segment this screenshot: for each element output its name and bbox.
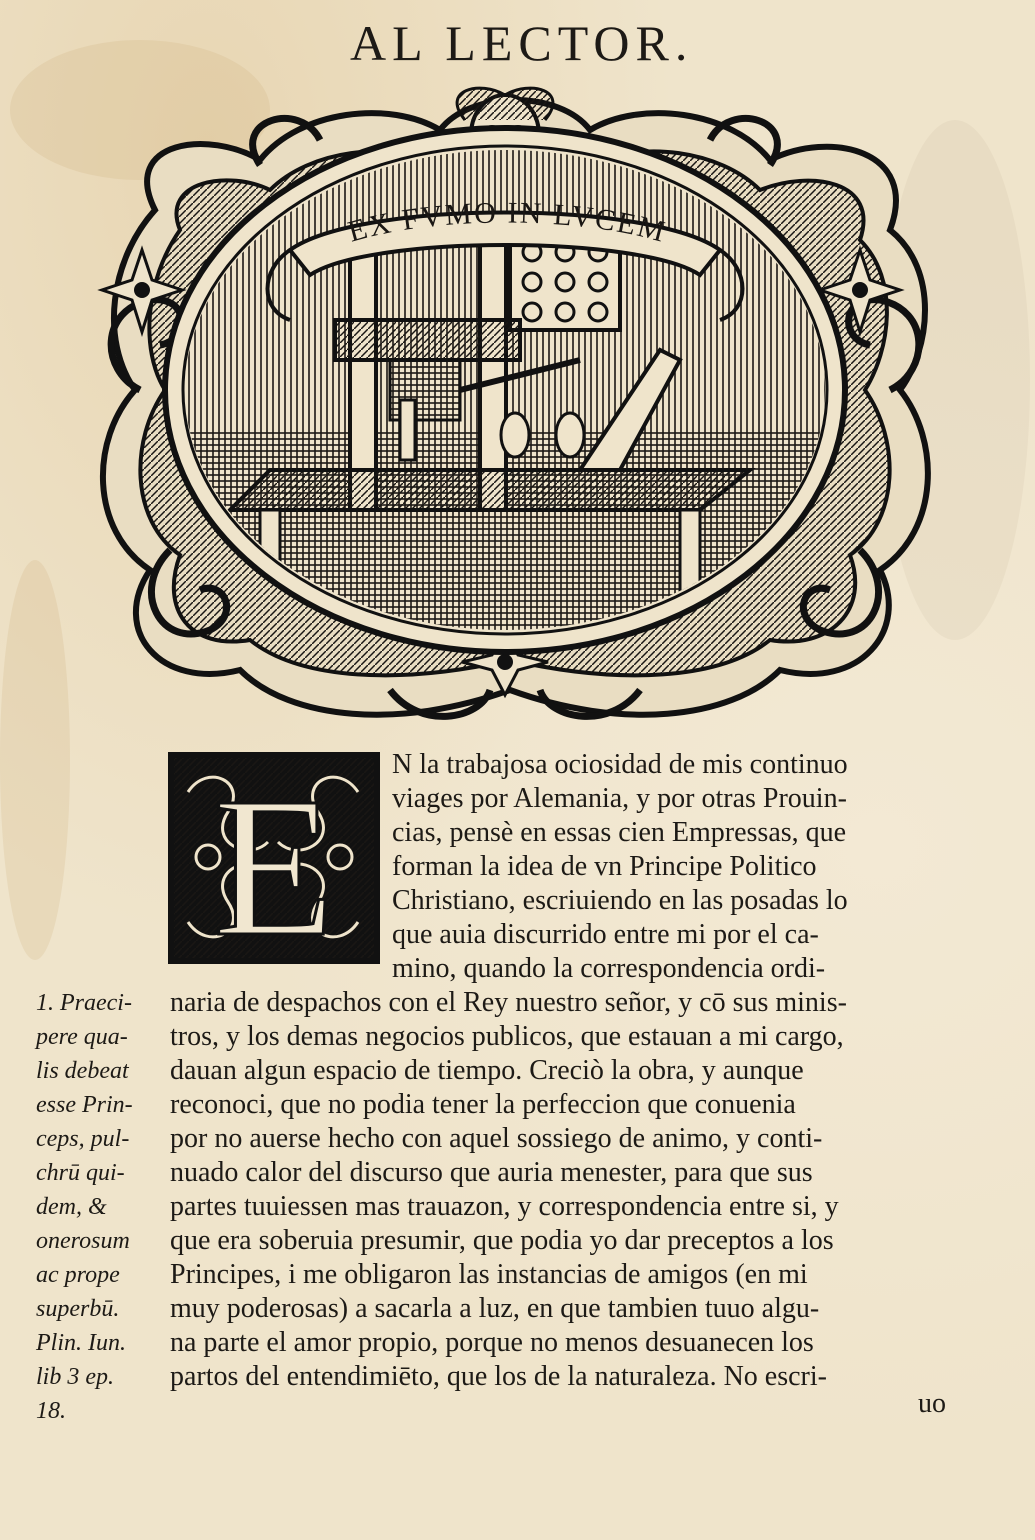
text-line: viages por Alemania, y por otras Prouin- xyxy=(392,783,847,814)
text-line: por no auerse hecho con aquel sossiego de animo, y conti- xyxy=(170,1123,823,1154)
margin-line: Plin. Iun. xyxy=(36,1330,126,1356)
margin-line: superbū. xyxy=(36,1296,120,1322)
margin-line: ceps, pul- xyxy=(36,1126,130,1152)
text-line: reconoci, que no podia tener la perfeccion que conuenia xyxy=(170,1089,796,1120)
text-line: nuado calor del discurso que auria menester, para que sus xyxy=(170,1157,813,1188)
text-line: que auia discurrido entre mi por el ca- xyxy=(392,919,819,950)
margin-line: 1. Praeci- xyxy=(36,990,132,1016)
margin-line: lib 3 ep. xyxy=(36,1364,114,1390)
motto-text: EX FVMO IN LVCEM xyxy=(344,196,670,249)
catchword: uo xyxy=(918,1388,946,1419)
margin-line: ac prope xyxy=(36,1262,120,1288)
printers-device-woodcut xyxy=(60,70,970,730)
decorated-initial xyxy=(168,752,380,964)
margin-line: pere qua- xyxy=(36,1024,128,1050)
text-line: partos del entendimiēto, que los de la naturaleza. No escri- xyxy=(170,1361,827,1392)
margin-line: 18. xyxy=(36,1398,66,1424)
margin-line: chrū qui- xyxy=(36,1160,125,1186)
text-line: que era soberuia presumir, que podia yo dar preceptos a los xyxy=(170,1225,834,1256)
margin-line: lis debeat xyxy=(36,1058,129,1084)
text-line: tros, y los demas negocios publicos, que estauan a mi cargo, xyxy=(170,1021,844,1052)
margin-line: dem, & xyxy=(36,1194,107,1220)
text-line: na parte el amor propio, porque no menos desuanecen los xyxy=(170,1327,814,1358)
margin-line: onerosum xyxy=(36,1228,130,1254)
text-line: cias, pensè en essas cien Empressas, que xyxy=(392,817,847,848)
text-line: muy poderosas) a sacarla a luz, en que tambien tuuo algu- xyxy=(170,1293,820,1324)
initial-letter: E xyxy=(212,757,336,964)
text-line: Christiano, escriuiendo en las posadas lo xyxy=(392,885,848,916)
text-line: naria de despachos con el Rey nuestro señor, y cō sus minis- xyxy=(170,987,847,1018)
text-line: mino, quando la correspondencia ordi- xyxy=(392,953,826,984)
text-line: Principes, i me obligaron las instancias de amigos (en mi xyxy=(170,1259,808,1290)
margin-line: esse Prin- xyxy=(36,1092,133,1118)
text-line: partes tuuiessen mas trauazon, y correspondencia entre si, y xyxy=(170,1191,839,1222)
paragraph-continuation xyxy=(170,986,970,1394)
text-line: dauan algun espacio de tiempo. Creciò la obra, y aunque xyxy=(170,1055,804,1086)
paragraph-opening xyxy=(392,748,972,986)
text-line: forman la idea de vn Principe Politico xyxy=(392,851,817,882)
page-heading: AL LECTOR. xyxy=(350,15,694,71)
marginal-note xyxy=(36,986,161,1428)
text-line: N la trabajosa ociosidad de mis continuo xyxy=(392,749,848,780)
